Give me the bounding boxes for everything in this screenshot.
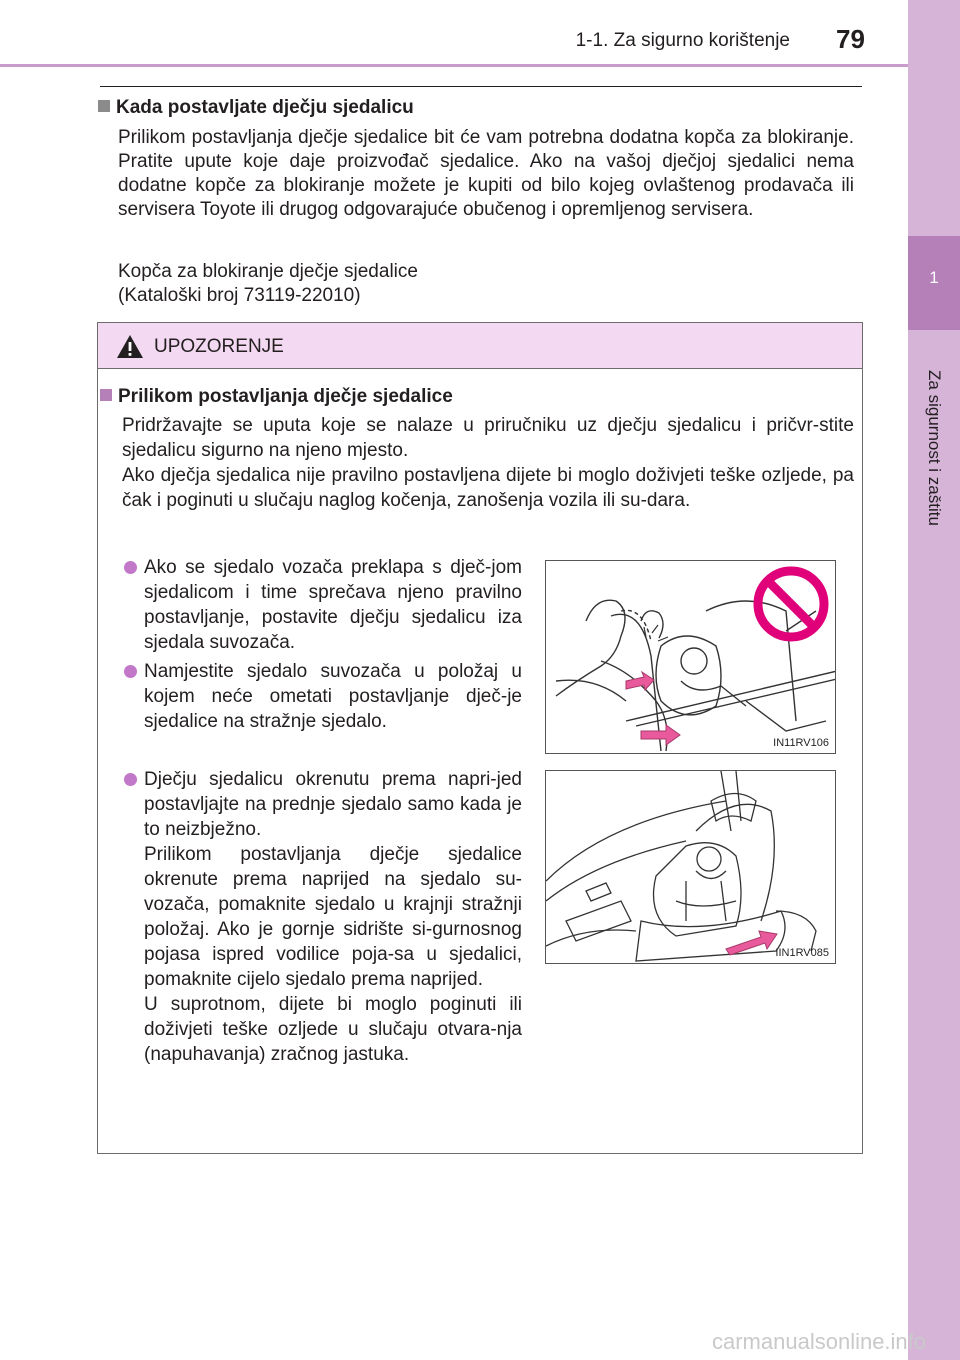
square-bullet-icon [100,389,112,401]
bullet-2: Namjestite sjedalo suvozača u položaj u kojem neće ometati postavljanje dječ-je sjedalice na stražnje sjedalo. [144,661,522,732]
intro-heading [98,97,414,119]
chapter-title: Za sigurnost i zaštitu [925,370,944,526]
warning-triangle-icon [116,334,144,359]
bullet-3 [144,767,522,1067]
child-seat-interference-illustration [546,561,836,754]
warning-title: UPOZORENJE [154,336,284,357]
illustration-driver-seat-overlap [545,560,836,754]
illustration-front-seat-facing-forward [545,770,836,964]
part-number: (Kataloški broj 73119-22010) [118,285,361,306]
warning-paragraph-2: Ako dječja sjedalica nije pravilno postavljena dijete bi moglo doživjeti teške ozljede, pa čak i poginuti u slučaju naglog kočenja, zanošenja vozila ili su-dara. [122,465,854,511]
bullet-dot-icon [124,773,137,786]
intro-paragraph: Prilikom postavljanja dječje sjedalice bit će vam potrebna dodatna kopča za blokiranje. Pratite upute koje daje proizvođač sjedalice. Ako na vašoj dječjoj sjedalici nema dodatne kopče za blokiranje možete je kupiti od bilo kojeg ovlaštenog prodavača ili servisera Toyote ili drugog odgovarajuće obučenog i opremljenog servisera. [118,127,854,220]
warning-heading-text: Prilikom postavljanja dječje sjedalice [118,386,453,407]
bullet-3-line: Dječju sjedalicu okrenutu prema napri-jed postavljajte na prednje sjedalo samo kada je to neizbježno. [144,769,522,840]
bullet-3-consequence: U suprotnom, dijete bi moglo poginuti ili doživjeti teške ozljede u slučaju otvara-nja (napuhavanja) zračnog jastuka. [144,994,522,1065]
warning-heading [100,386,453,408]
watermark-text: carmanualsonline.info [712,1329,927,1354]
page-number: 79 [836,24,865,54]
content-rule [100,86,862,87]
illustration-code: IIN1RV085 [775,947,829,959]
part-name: Kopča za blokiranje dječje sjedalice [118,261,418,282]
front-seat-child-seat-illustration [546,771,836,964]
illustration-code: IN11RV106 [773,737,829,749]
warning-header [98,323,862,369]
intro-heading-text: Kada postavljate dječju sjedalicu [116,97,414,118]
bullet-1: Ako se sjedalo vozača preklapa s dječ-jom sjedalicom i time sprečava njeno pravilno postavljanje, postavite dječju sjedalicu iza sjedala suvozača. [144,557,522,653]
section-title: 1-1. Za sigurno korištenje [575,30,790,51]
warning-paragraph-1: Pridržavajte se uputa koje se nalaze u priručniku uz dječju sjedalicu i pričvr-stite sjedalicu sigurno na njeno mjesto. [122,415,854,461]
bullet-dot-icon [124,665,137,678]
chapter-number: 1 [929,268,939,287]
square-bullet-icon [98,100,110,112]
bullet-3-detail: Prilikom postavljanja dječje sjedalice okrenute prema naprijed na sjedalo su-vozača, pomaknite sjedalo u krajnji stražnji položaj. Ako je gornje sidrište si-gurnosnog pojasa ispred vodilice poja-sa u sjedalici, pomaknite cijelo sjedalo prema naprijed. [144,844,522,990]
bullet-dot-icon [124,561,137,574]
part-number-block [118,260,854,308]
warning-paragraph [122,413,854,513]
chapter-tab [908,0,960,1360]
header-rule [0,64,908,67]
